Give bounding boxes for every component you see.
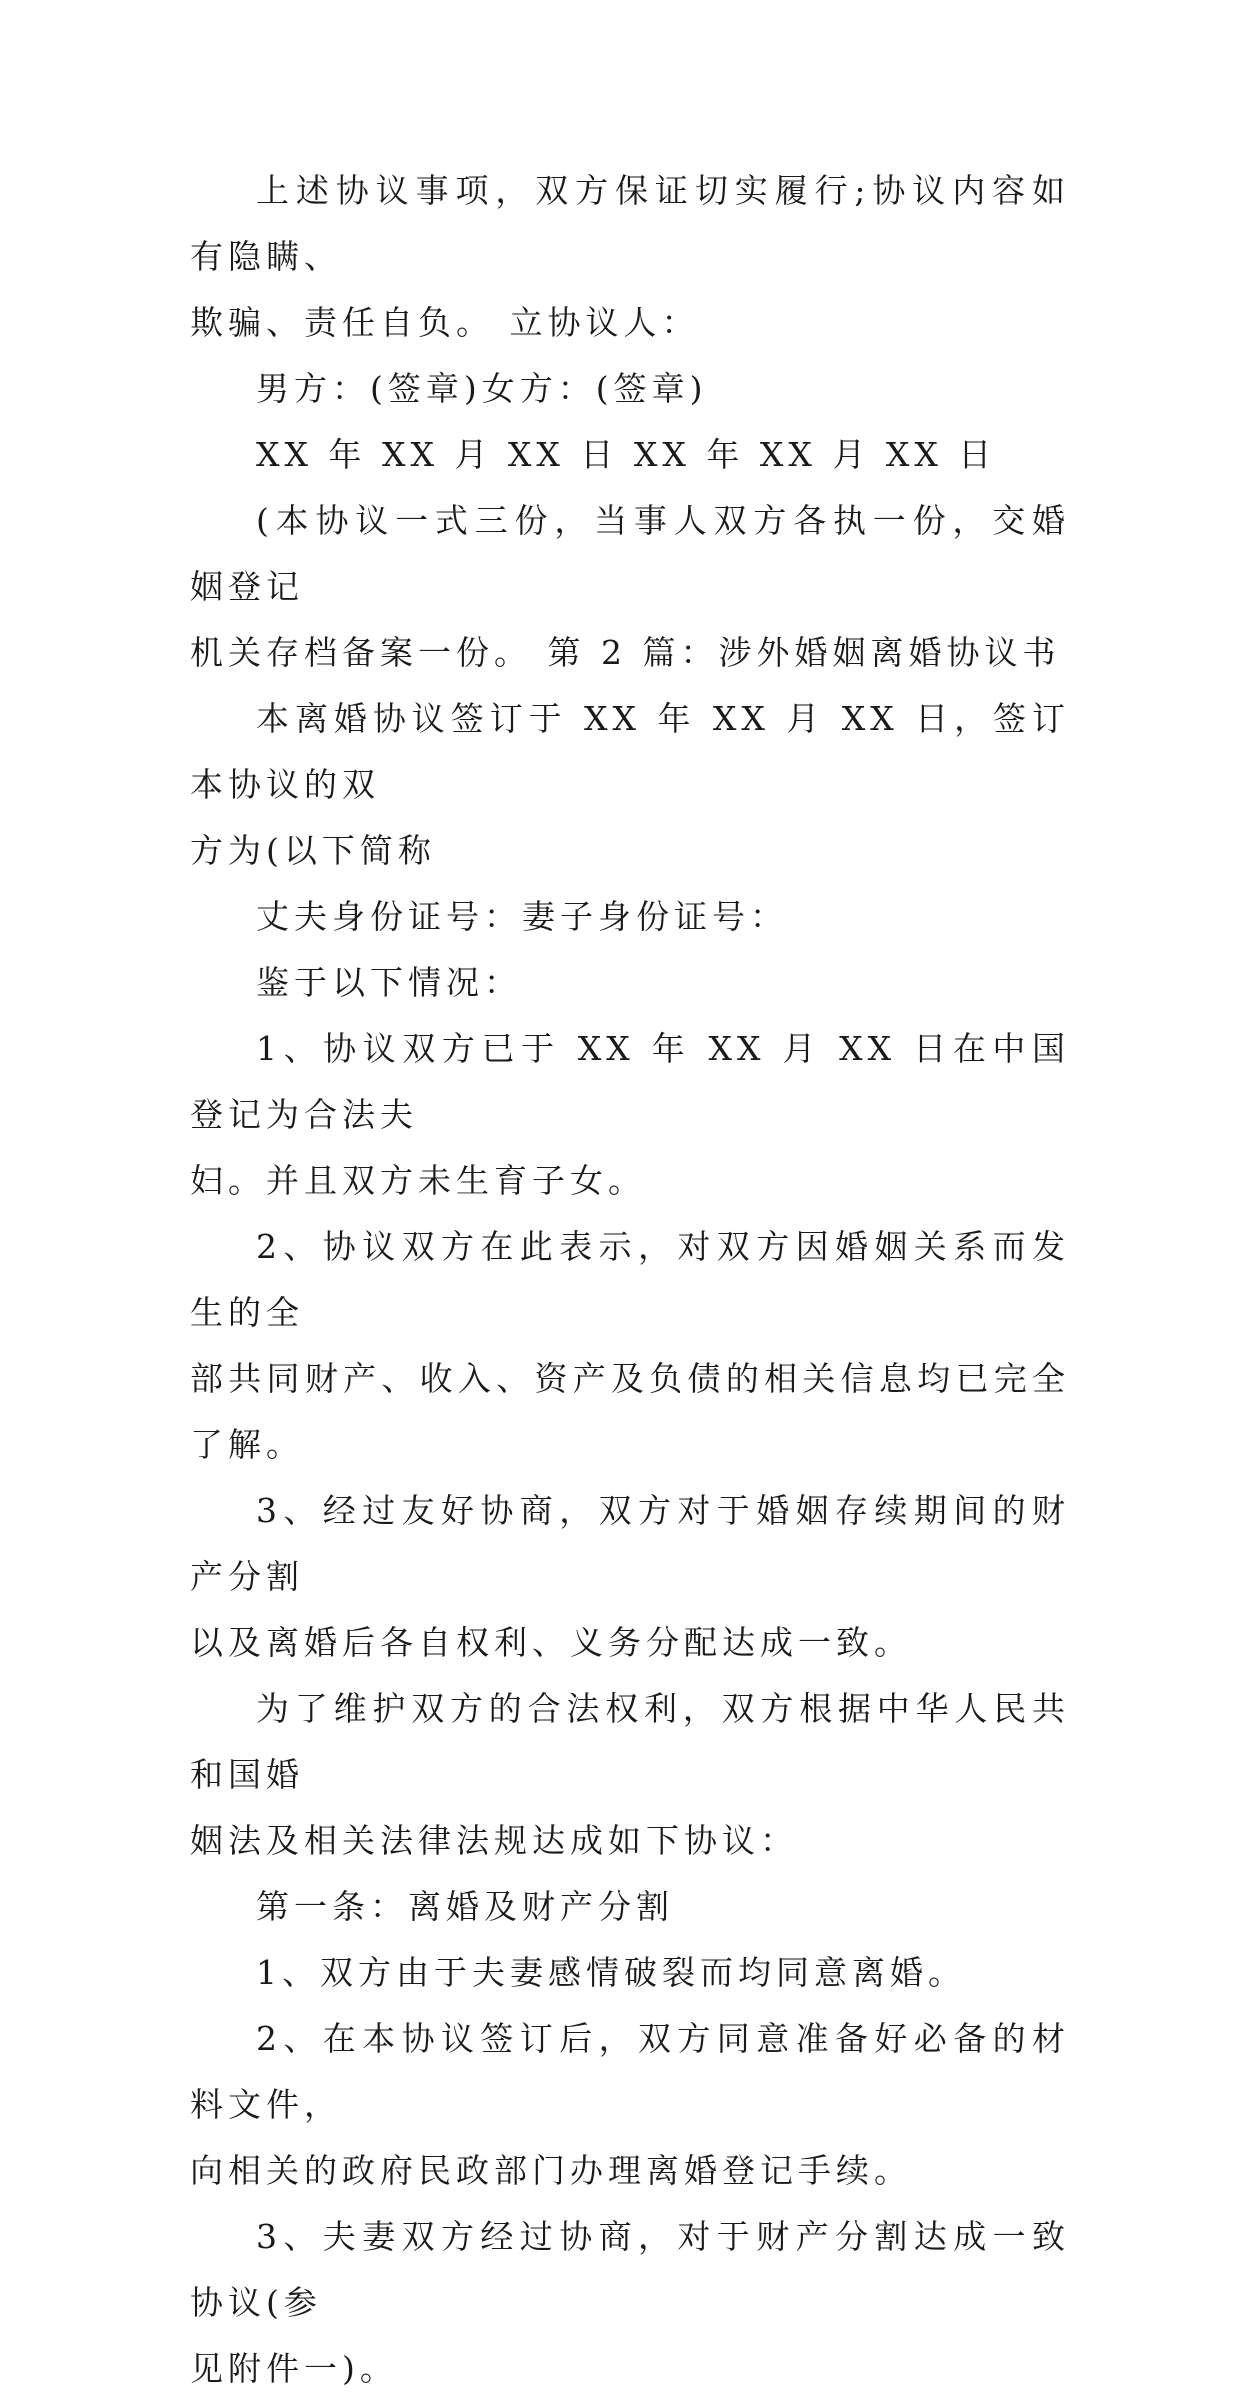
article-1-heading	[190, 1874, 1070, 1940]
paragraph-dates	[190, 422, 1070, 488]
text-line: 男方：(签章)女方：(签章)	[256, 369, 708, 408]
text-line: 见附件一)。	[190, 2349, 398, 2388]
text-line: 向相关的政府民政部门办理离婚登记手续。	[190, 2151, 912, 2190]
text-line: 欺骗、责任自负。 立协议人：	[190, 303, 700, 342]
paragraph-whereas-heading	[190, 950, 1070, 1016]
text-line: 部共同财产、收入、资产及负债的相关信息均已完全了解。	[190, 1359, 1070, 1464]
paragraph-signatures	[190, 356, 1070, 422]
paragraph-id-numbers	[190, 884, 1070, 950]
text-line: 方为(以下简称	[190, 831, 436, 870]
paragraph-recital-2	[190, 1214, 1070, 1478]
text-line: 2、协议双方在此表示，对双方因婚姻关系而发生的全	[190, 1227, 1070, 1332]
text-line: 为了维护双方的合法权利，双方根据中华人民共和国婚	[190, 1689, 1070, 1794]
text-line: 2、在本协议签订后，双方同意准备好必备的材料文件，	[190, 2019, 1070, 2124]
text-line: 1、协议双方已于 XX 年 XX 月 XX 日在中国登记为合法夫	[190, 1029, 1070, 1134]
text-line: 上述协议事项，双方保证切实履行;协议内容如有隐瞒、	[190, 171, 1070, 276]
text-line: 丈夫身份证号：妻子身份证号：	[256, 897, 788, 936]
article-1-clause-1	[190, 1940, 1070, 2006]
paragraph-agreement-intro	[190, 686, 1070, 884]
text-line: 1、双方由于夫妻感情破裂而均同意离婚。	[256, 1953, 966, 1992]
paragraph-copies-note	[190, 488, 1070, 686]
document-body	[190, 158, 1070, 2402]
text-line: (本协议一式三份，当事人双方各执一份，交婚姻登记	[190, 501, 1070, 606]
text-line: 3、夫妻双方经过协商，对于财产分割达成一致协议(参	[190, 2217, 1070, 2322]
text-line: 第一条：离婚及财产分割	[256, 1887, 674, 1926]
text-line: 妇。并且双方未生育子女。	[190, 1161, 646, 1200]
text-line: 本离婚协议签订于 XX 年 XX 月 XX 日，签订本协议的双	[190, 699, 1070, 804]
paragraph-legal-basis	[190, 1676, 1070, 1874]
text-line: 鉴于以下情况：	[256, 963, 522, 1002]
article-1-clause-2	[190, 2006, 1070, 2204]
paragraph-recital-1	[190, 1016, 1070, 1214]
text-line: 姻法及相关法律法规达成如下协议：	[190, 1821, 798, 1860]
text-line: 机关存档备案一份。 第 2 篇：涉外婚姻离婚协议书	[190, 633, 1061, 672]
paragraph-recital-3	[190, 1478, 1070, 1676]
text-line: 3、经过友好协商，双方对于婚姻存续期间的财产分割	[190, 1491, 1070, 1596]
paragraph-performance-guarantee	[190, 158, 1070, 356]
text-line: 以及离婚后各自权利、义务分配达成一致。	[190, 1623, 912, 1662]
text-line: XX 年 XX 月 XX 日 XX 年 XX 月 XX 日	[256, 435, 997, 474]
article-1-clause-3	[190, 2204, 1070, 2402]
